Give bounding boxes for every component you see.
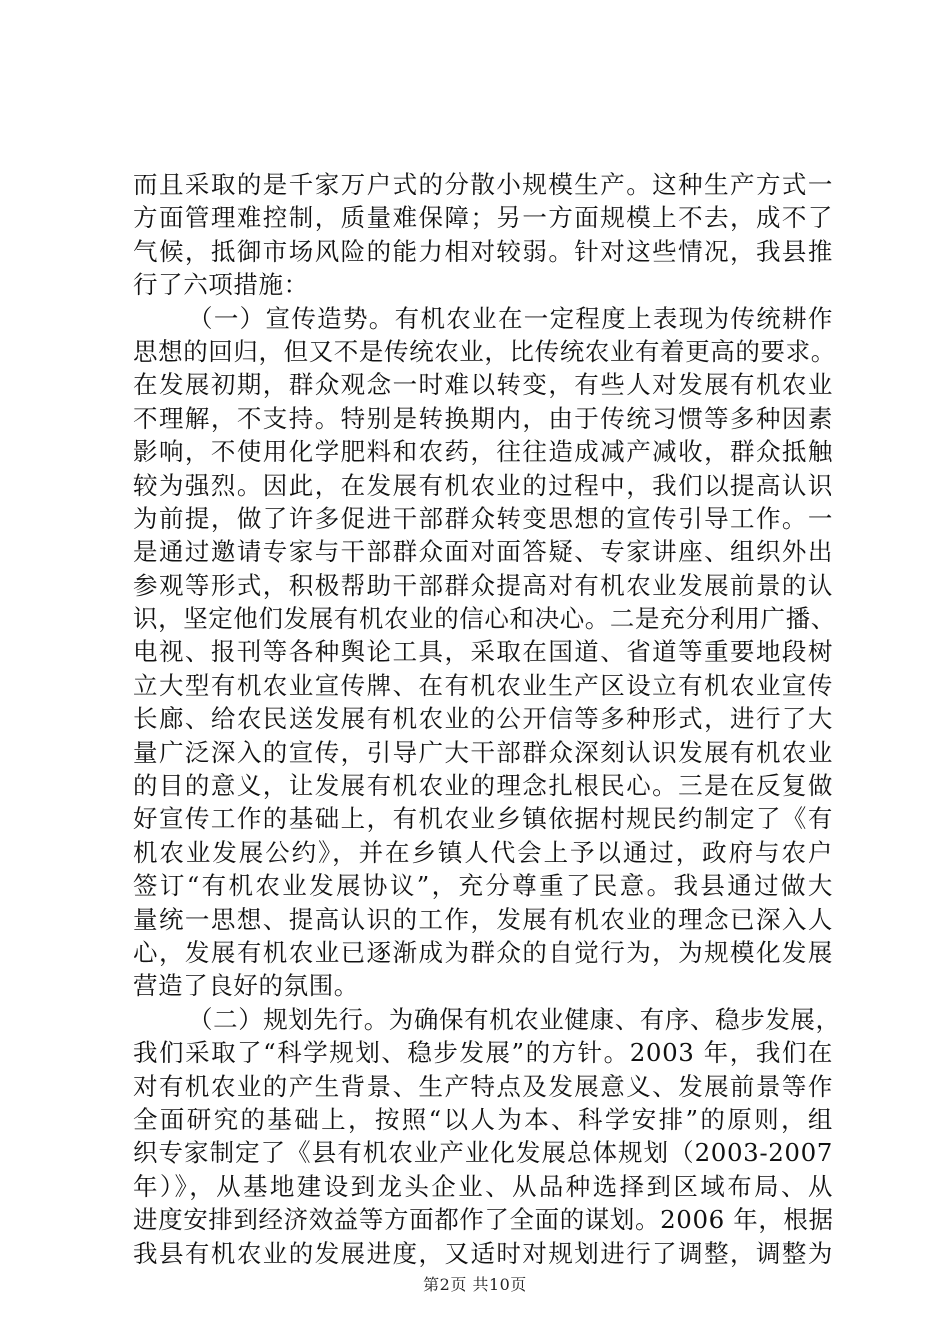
body-text	[133, 168, 841, 1270]
text-line: 量统一思想、提高认识的工作，发展有机农业的理念已深入人	[133, 904, 833, 934]
text-line: 全面研究的基础上，按照“以人为本、科学安排”的原则，组	[133, 1104, 833, 1134]
text-line: 较为强烈。因此，在发展有机农业的过程中，我们以提高认识	[133, 470, 833, 500]
text-line: 年）》，从基地建设到龙头企业、从品种选择到区域布局、从	[133, 1171, 833, 1201]
text-line: 思想的回归，但又不是传统农业，比传统农业有着更高的要求。	[133, 336, 836, 366]
text-line: 我县有机农业的发展进度，又适时对规划进行了调整，调整为	[133, 1238, 833, 1268]
text-line: 签订“有机农业发展协议”，充分尊重了民意。我县通过做大	[133, 871, 833, 901]
text-line: 是通过邀请专家与干部群众面对面答疑、专家讲座、组织外出	[133, 537, 833, 567]
text-line: 为前提，做了许多促进干部群众转变思想的宣传引导工作。一	[133, 503, 833, 533]
text-line: 而且采取的是千家万户式的分散小规模生产。这种生产方式一	[133, 170, 833, 199]
page-footer: 第2页 共10页	[423, 1275, 527, 1294]
text-line: 营造了良好的氛围。	[133, 971, 359, 1001]
text-line: 行了六项措施：	[133, 270, 309, 300]
text-line: 电视、报刊等各种舆论工具，采取在国道、省道等重要地段树	[133, 637, 833, 667]
text-line: 织专家制定了《县有机农业产业化发展总体规划（2003-2007	[133, 1138, 833, 1168]
text-line: 立大型有机农业宣传牌、在有机农业生产区设立有机农业宣传	[133, 670, 833, 700]
text-line: 机农业发展公约》，并在乡镇人代会上予以通过，政府与农户	[133, 837, 833, 867]
text-line: （一）宣传造势。有机农业在一定程度上表现为传统耕作	[188, 303, 833, 333]
text-line: 对有机农业的产生背景、生产特点及发展意义、发展前景等作	[133, 1071, 833, 1101]
text-line: 长廊、给农民送发展有机农业的公开信等多种形式，进行了大	[133, 704, 833, 734]
text-line: 影响，不使用化学肥料和农药，往往造成减产减收，群众抵触	[133, 437, 833, 467]
text-line: 好宣传工作的基础上，有机农业乡镇依据村规民约制定了《有	[133, 804, 833, 834]
text-line: 方面管理难控制，质量难保障；另一方面规模上不去，成不了	[133, 203, 833, 233]
text-line: （二）规划先行。为确保有机农业健康、有序、稳步发展，	[188, 1004, 841, 1034]
text-line: 进度安排到经济效益等方面都作了全面的谋划。2006 年，根据	[133, 1205, 834, 1235]
text-line: 量广泛深入的宣传，引导广大干部群众深刻认识发展有机农业	[133, 737, 833, 767]
text-line: 我们采取了“科学规划、稳步发展”的方针。2003 年，我们在	[133, 1038, 833, 1068]
text-line: 气候，抵御市场风险的能力相对较弱。针对这些情况，我县推	[133, 236, 833, 266]
text-line: 的目的意义，让发展有机农业的理念扎根民心。三是在反复做	[133, 771, 833, 801]
text-line: 参观等形式，积极帮助干部群众提高对有机农业发展前景的认	[133, 570, 833, 600]
text-line: 心，发展有机农业已逐渐成为群众的自觉行为，为规模化发展	[133, 937, 833, 967]
text-line: 在发展初期，群众观念一时难以转变，有些人对发展有机农业	[133, 370, 833, 400]
text-line: 不理解，不支持。特别是转换期内，由于传统习惯等多种因素	[133, 403, 833, 433]
text-line: 识，坚定他们发展有机农业的信心和决心。二是充分利用广播、	[133, 604, 836, 634]
